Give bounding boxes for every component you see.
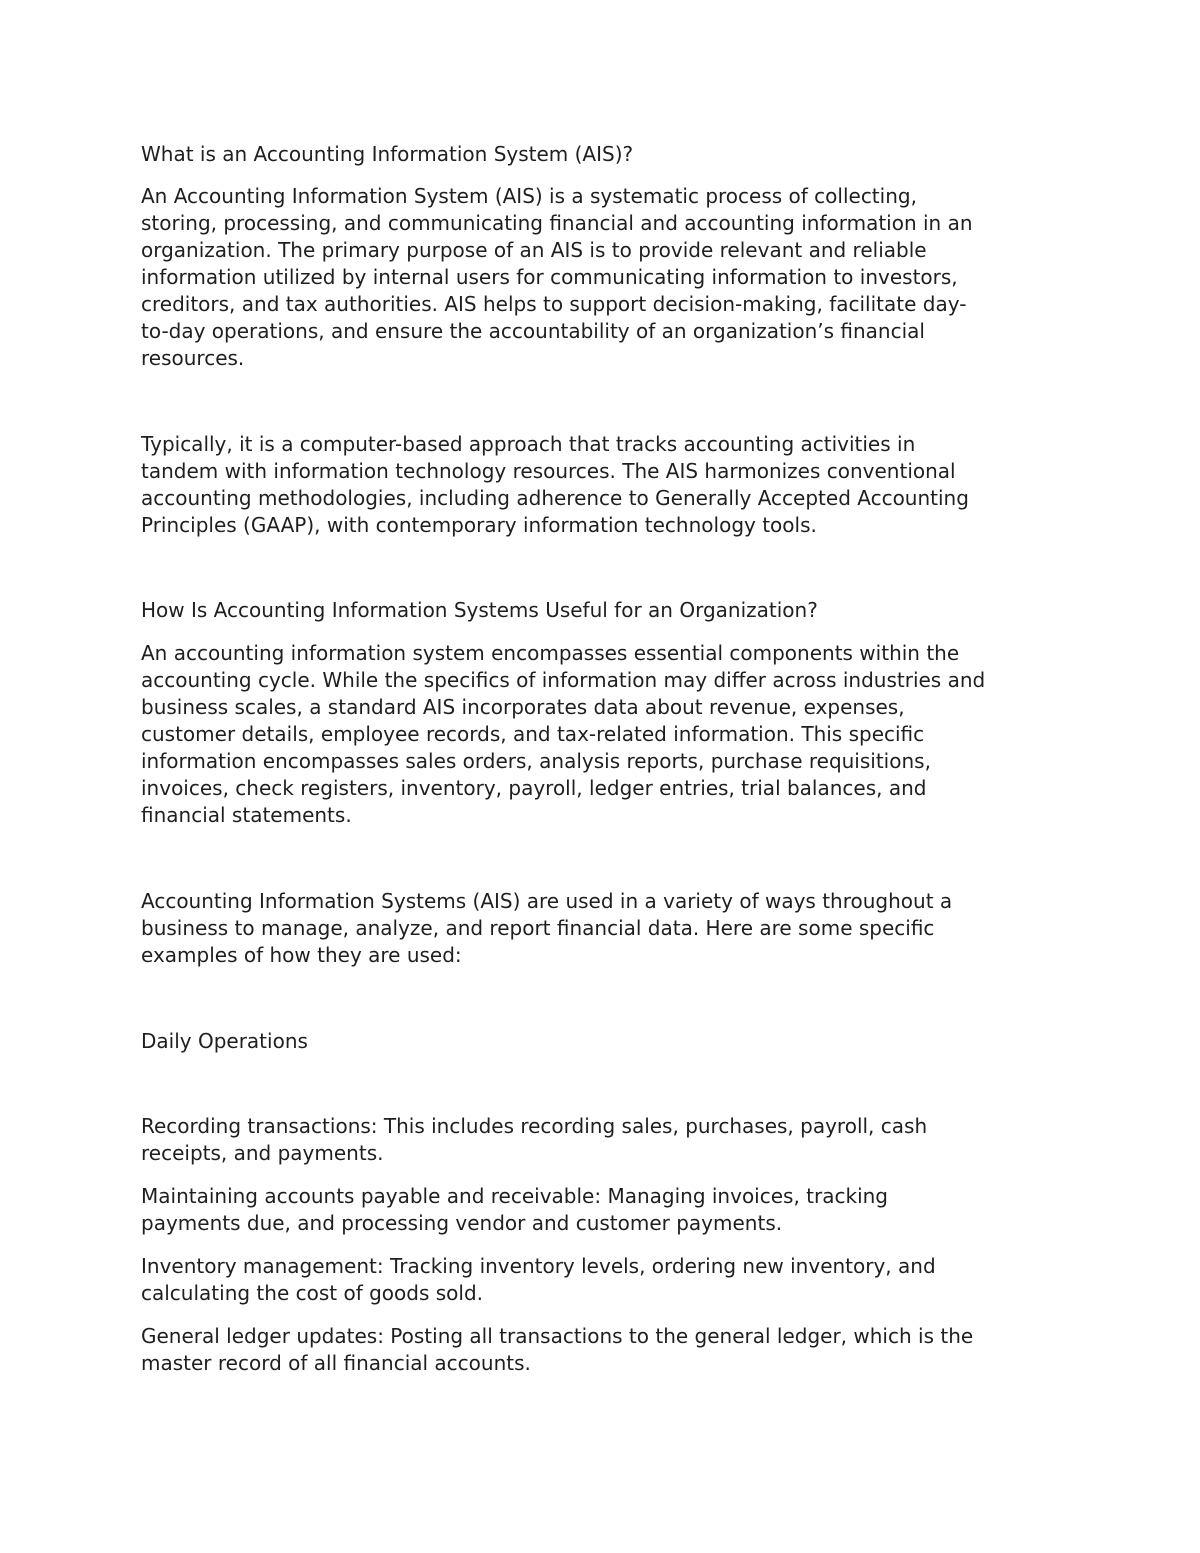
text-line: calculating the cost of goods sold. — [141, 1281, 483, 1305]
text-line: resources. — [141, 346, 245, 370]
text-line: receipts, and payments. — [141, 1141, 384, 1165]
paragraph-components — [141, 640, 1066, 829]
item-inventory-management — [141, 1253, 1066, 1307]
paragraph-computer-based — [141, 431, 1066, 539]
text-line: accounting cycle. While the specifics of information may differ across industries and — [141, 668, 986, 692]
text-line: invoices, check registers, inventory, payroll, ledger entries, trial balances, and — [141, 776, 927, 800]
paragraph-usage — [141, 888, 1066, 969]
text-line: examples of how they are used: — [141, 943, 462, 967]
text-line: business to manage, analyze, and report financial data. Here are some specific — [141, 916, 935, 940]
text-line: Accounting Information Systems (AIS) are used in a variety of ways throughout a — [141, 889, 953, 913]
text-line: creditors, and tax authorities. AIS helps to support decision-making, facilitate day- — [141, 292, 967, 316]
text-line: Inventory management: Tracking inventory levels, ordering new inventory, and — [141, 1254, 936, 1278]
text-line: financial statements. — [141, 803, 352, 827]
text-line: business scales, a standard AIS incorporates data about revenue, expenses, — [141, 695, 905, 719]
item-general-ledger — [141, 1323, 1066, 1377]
text-line: storing, processing, and communicating financial and accounting information in an — [141, 211, 973, 235]
item-recording-transactions — [141, 1113, 1066, 1167]
text-line: payments due, and processing vendor and customer payments. — [141, 1211, 783, 1235]
text-line: An accounting information system encompasses essential components within the — [141, 641, 960, 665]
text-line: to-day operations, and ensure the accountability of an organization’s financial — [141, 319, 925, 343]
text-line: Principles (GAAP), with contemporary information technology tools. — [141, 513, 817, 537]
heading-how-useful: How Is Accounting Information Systems Useful for an Organization? — [141, 598, 818, 622]
text-line: Maintaining accounts payable and receivable: Managing invoices, tracking — [141, 1184, 888, 1208]
text-line: Recording transactions: This includes recording sales, purchases, payroll, cash — [141, 1114, 928, 1138]
heading-daily-operations: Daily Operations — [141, 1029, 308, 1053]
text-line: tandem with information technology resources. The AIS harmonizes conventional — [141, 459, 956, 483]
text-line: customer details, employee records, and tax-related information. This specific — [141, 722, 925, 746]
text-line: Typically, it is a computer-based approach that tracks accounting activities in — [141, 432, 916, 456]
text-line: organization. The primary purpose of an AIS is to provide relevant and reliable — [141, 238, 927, 262]
text-line: master record of all financial accounts. — [141, 1351, 531, 1375]
item-accounts-payable-receivable — [141, 1183, 1066, 1237]
paragraph-ais-definition — [141, 183, 1066, 372]
text-line: General ledger updates: Posting all transactions to the general ledger, which is the — [141, 1324, 974, 1348]
text-line: information encompasses sales orders, analysis reports, purchase requisitions, — [141, 749, 931, 773]
text-line: information utilized by internal users for communicating information to investors, — [141, 265, 958, 289]
text-line: An Accounting Information System (AIS) is a systematic process of collecting, — [141, 184, 917, 208]
heading-what-is-ais: What is an Accounting Information System (AIS)? — [141, 142, 634, 166]
text-line: accounting methodologies, including adherence to Generally Accepted Accounting — [141, 486, 969, 510]
